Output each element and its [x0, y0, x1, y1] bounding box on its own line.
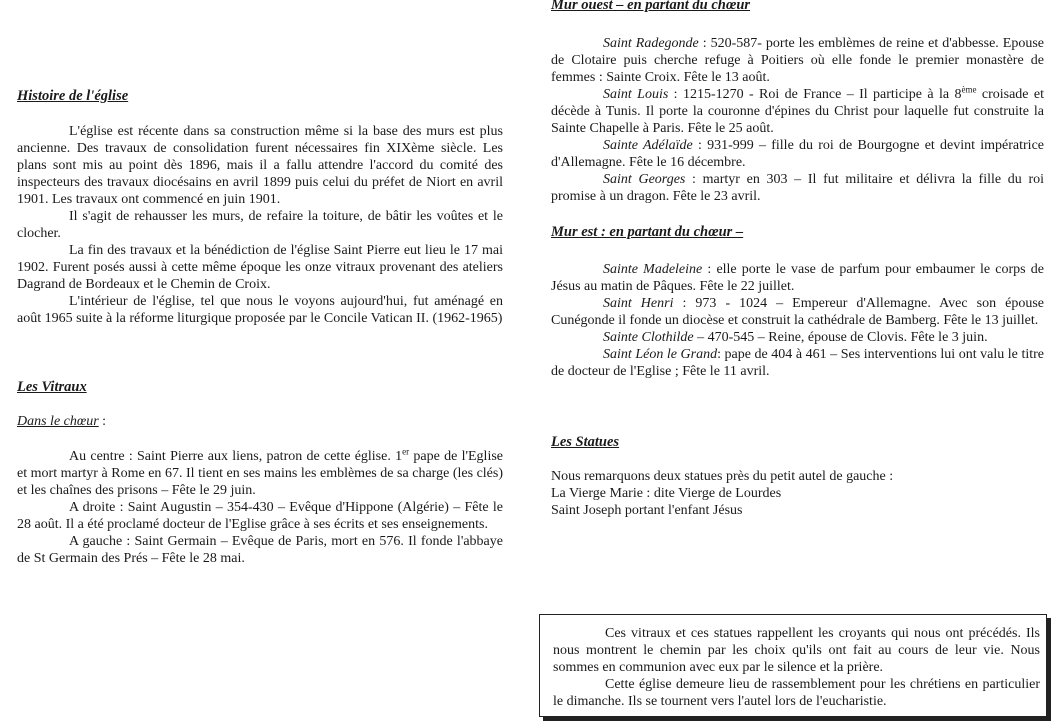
- mur-est-heading: Mur est : en partant du chœur –: [551, 224, 744, 240]
- right-column: [551, 0, 1044, 519]
- louis-name: Saint Louis: [603, 87, 669, 102]
- histoire-paragraph-1: L'église est récente dans sa construction même si la base des murs est plus ancienne. Des travaux de consolidation furent nécessaires fin XIXème siècle. Les plans sont mis au point dès 1896, mais il a fallu attendre l'accord du comité des inspecteurs des travaux diocésains en avril 1899 puis celui du préfet de Niort en avril 1901. Les travaux ont commencé en juin 1901.: [17, 124, 503, 207]
- conclusion-box: [539, 614, 1047, 717]
- vitrail-gauche: A gauche : Saint Germain – Evêque de Paris, mort en 576. Il fonde l'abbaye de St Germain des Prés – Fête le 28 mai.: [17, 534, 503, 566]
- adelaide-entry: [551, 137, 1044, 171]
- louis-text-b: croisade et décède à Tunis. Il porte la couronne d'épines du Christ pour laquelle fut construite la Sainte Chapelle à Paris. Fête le 25 août.: [551, 87, 1044, 136]
- choeur-subheading-text: Dans le chœur: [17, 414, 99, 429]
- georges-name: Saint Georges: [603, 172, 686, 187]
- leon-name: Saint Léon le Grand: [603, 347, 718, 362]
- conclusion-paragraph-2: Cette église demeure lieu de rassemblement pour les chrétiens en particulier le dimanche. Ils se tournent vers l'autel lors de l'eucharistie.: [553, 677, 1040, 709]
- statue-joseph: Saint Joseph portant l'enfant Jésus: [551, 503, 743, 518]
- statue-vierge: La Vierge Marie : dite Vierge de Lourdes: [551, 486, 782, 501]
- conclusion-paragraph-1: Ces vitraux et ces statues rappellent les croyants qui nous ont précédés. Ils nous montrent le chemin par les choix qu'ils ont fait au cours de leur vie. Nous sommes en communion avec eux par le silence et la prière.: [553, 626, 1040, 675]
- statues-heading: Les Statues: [551, 434, 620, 450]
- vitraux-heading: Les Vitraux: [17, 379, 87, 395]
- georges-entry: [551, 171, 1044, 205]
- henri-text: : 973 - 1024 – Empereur d'Allemagne. Avec son épouse Cunégonde il fonde un diocèse et construit la cathédrale de Bamberg. Fête le 13 juillet.: [551, 296, 1044, 328]
- clothilde-entry: [551, 329, 1044, 346]
- vitrail-centre-b: pape de l'Eglise et mort martyr à Rome en 67. Il tient en ses mains les emblèmes de sa charge (les clés) et les chaînes des prisons – Fête le 29 juin.: [17, 449, 503, 498]
- clothilde-name: Sainte Clothilde: [603, 330, 694, 345]
- radegonde-text: : 520-587- porte les emblèmes de reine et d'abbesse. Epouse de Clotaire puis cherche refuge à Poitiers où elle fonde le premier monastère de femmes : Sainte Croix. Fête le 13 août.: [551, 36, 1044, 85]
- louis-sup: ème: [961, 84, 977, 95]
- choeur-subheading: [17, 413, 503, 430]
- louis-text-a: : 1215-1270 - Roi de France – Il participe à la 8: [668, 87, 962, 102]
- vitrail-droite: A droite : Saint Augustin – 354-430 – Evêque d'Hippone (Algérie) – Fête le 28 août. Il a été proclamé docteur de l'Eglise grâce à ses écrits et ses enseignements.: [17, 500, 503, 532]
- henri-name: Saint Henri: [603, 296, 674, 311]
- vitrail-centre: [17, 448, 503, 499]
- adelaide-name: Sainte Adélaïde: [603, 138, 693, 153]
- statues-intro: Nous remarquons deux statues près du petit autel de gauche :: [551, 469, 894, 484]
- louis-entry: [551, 86, 1044, 137]
- vitrail-centre-sup: er: [402, 446, 410, 457]
- madeleine-entry: [551, 261, 1044, 295]
- leon-text: : pape de 404 à 461 – Ses interventions lui ont valu le titre de docteur de l'Eglise ; Fête le 11 avril.: [551, 347, 1044, 379]
- left-column: [17, 0, 503, 567]
- choeur-colon: :: [98, 414, 107, 429]
- adelaide-text: : 931-999 – fille du roi de Bourgogne et devint impératrice d'Allemagne. Fête le 16 décembre.: [551, 138, 1045, 170]
- madeleine-name: Sainte Madeleine: [603, 262, 703, 277]
- henri-entry: [551, 295, 1044, 329]
- madeleine-text: : elle porte le vase de parfum pour embaumer le corps de Jésus au matin de Pâques. Fête le 22 juillet.: [551, 262, 1044, 294]
- radegonde-name: Saint Radegonde: [603, 36, 699, 51]
- georges-text: : martyr en 303 – Il fut militaire et délivra la fille du roi promise à un dragon. Fête le 23 avril.: [551, 172, 1044, 204]
- mur-ouest-heading: Mur ouest – en partant du chœur: [551, 0, 751, 13]
- histoire-paragraph-3: La fin des travaux et la bénédiction de l'église Saint Pierre eut lieu le 17 mai 1902. Furent posés aussi à cette même époque les onze vitraux provenant des ateliers Dagrand de Bordeaux et le Chemin de Croix.: [17, 243, 503, 292]
- histoire-paragraph-4: L'intérieur de l'église, tel que nous le voyons aujourd'hui, fut aménagé en août 1965 suite à la réforme liturgique proposée par le Concile Vatican II. (1962-1965): [17, 294, 503, 326]
- radegonde-entry: [551, 35, 1044, 86]
- vitrail-centre-a: Au centre : Saint Pierre aux liens, patron de cette église. 1: [69, 449, 403, 464]
- histoire-heading: Histoire de l'église: [17, 88, 129, 104]
- clothilde-text: – 470-545 – Reine, épouse de Clovis. Fête le 3 juin.: [693, 330, 988, 345]
- histoire-paragraph-2: Il s'agit de rehausser les murs, de refaire la toiture, de bâtir les voûtes et le clocher.: [17, 209, 503, 241]
- leon-entry: [551, 346, 1044, 380]
